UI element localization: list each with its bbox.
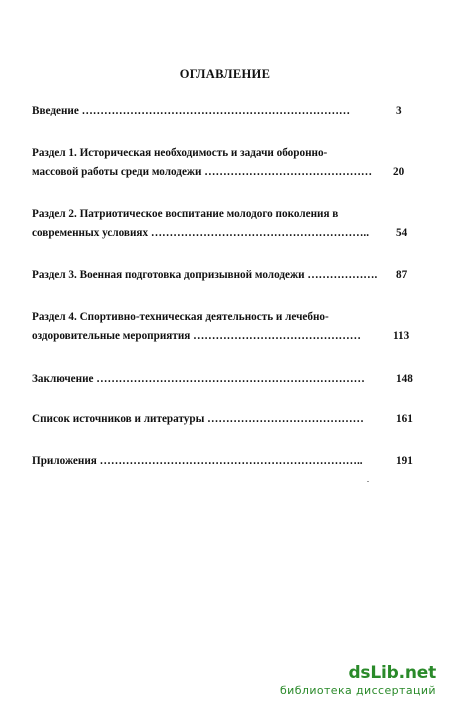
toc-entry-section-2: Раздел 2. Патриотическое воспитание молодого поколения в [32, 208, 339, 220]
toc-entry-section-1: Раздел 1. Историческая необходимость и задачи оборонно- [32, 147, 328, 159]
watermark [280, 664, 436, 698]
toc-page-number: 87 [396, 269, 408, 281]
toc-entry-section-3: Раздел 3. Военная подготовка допризывной молодежи ………………. [32, 269, 378, 281]
toc-entry-bibliography: Список источников и литературы …………………………………… [32, 413, 364, 425]
toc-entry-conclusion: Заключение ……………………………………………………………… [32, 373, 365, 385]
watermark-logo-main: dsLib [348, 663, 399, 683]
toc-entry-introduction: Введение ……………………………………………………………… [32, 105, 351, 117]
toc-page-number: 148 [396, 373, 413, 385]
watermark-tagline: библиотека диссертаций [279, 684, 436, 697]
toc-entry-section-1-cont: массовой работы среди молодежи ……………………………………… [32, 166, 373, 178]
toc-page-number: 161 [396, 413, 413, 425]
toc-entry-appendices: Приложения …………………………………………………………….. [32, 455, 363, 467]
toc-entry-section-4-cont: оздоровительные мероприятия ……………………………………… [32, 330, 361, 342]
toc-page-number: 54 [396, 227, 408, 239]
scan-speck [367, 481, 369, 482]
watermark-logo [280, 664, 436, 683]
toc-title: ОГЛАВЛЕНИЕ [179, 67, 271, 81]
toc-page-number: 3 [396, 105, 402, 117]
toc-page-number: 191 [396, 455, 413, 467]
toc-entry-section-2-cont: современных условиях ………………………………………………….. [32, 227, 370, 239]
toc-page-number: 20 [393, 166, 405, 178]
toc-page-number: 113 [393, 330, 410, 342]
watermark-logo-ext: .net [398, 663, 436, 683]
toc-entry-section-4: Раздел 4. Спортивно-техническая деятельность и лечебно- [32, 311, 329, 323]
